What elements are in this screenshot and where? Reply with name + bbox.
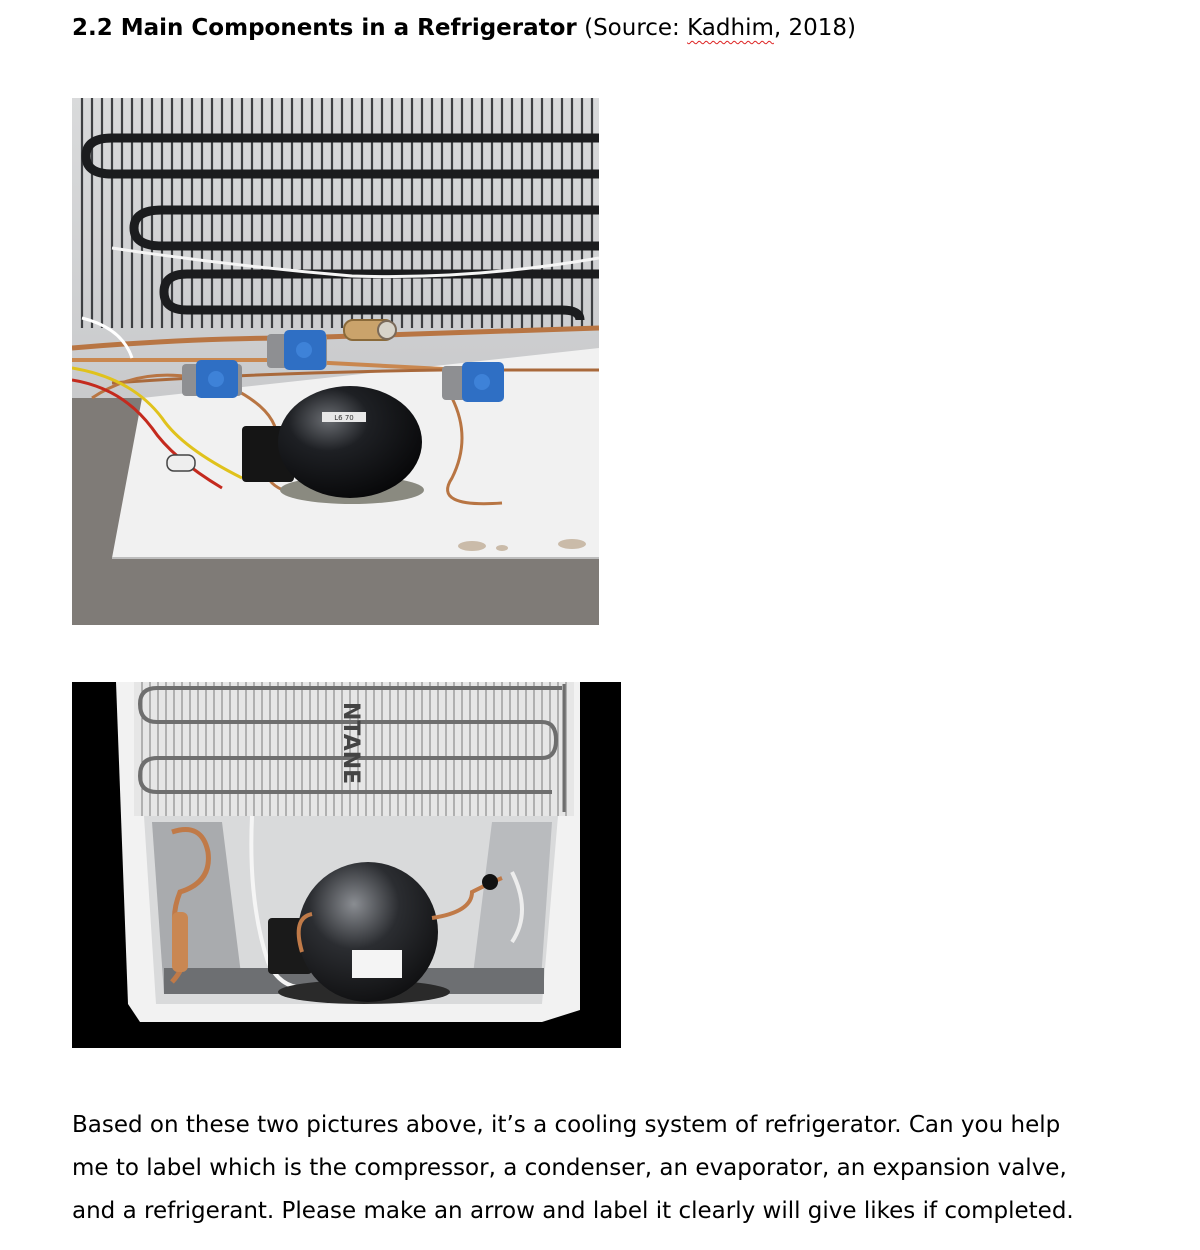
figure-refrigerator-rear-product-photo xyxy=(72,682,621,1048)
section-title: 2.2 Main Components in a Refrigerator xyxy=(72,15,577,41)
question-text: Based on these two pictures above, it’s a cooling system of refrigerator. Can you help me to label which is the compressor, a condenser, an evaporator, an expansion valve, and a refrigerant. Please make an arrow and label it clearly will give likes if completed. xyxy=(72,1112,1074,1224)
figure-refrigerator-back-photo xyxy=(72,98,599,625)
compressor-sticker-text: L6 70 xyxy=(334,414,354,422)
source-open: (Source: xyxy=(584,15,688,41)
source-close: , 2018) xyxy=(773,15,857,41)
source-author: Kadhim xyxy=(687,15,774,41)
section-heading xyxy=(72,12,856,44)
brand-vertical-text: NTANE xyxy=(338,702,363,785)
